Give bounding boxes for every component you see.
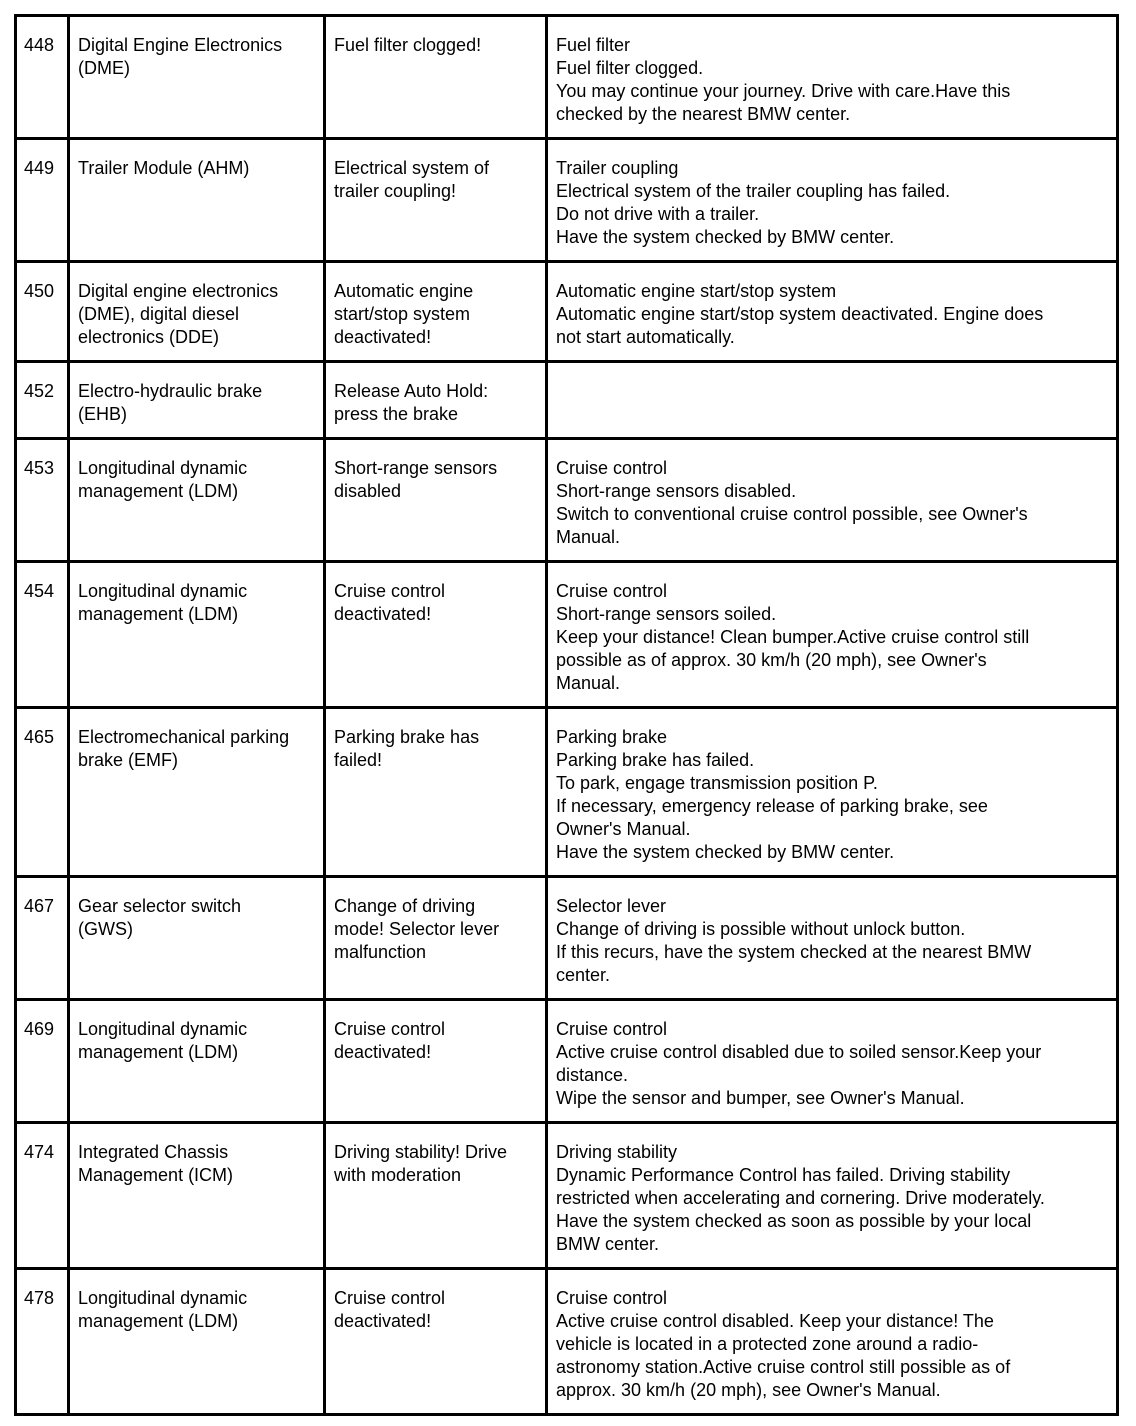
control-module-line: Gear selector switch <box>78 896 242 916</box>
display-message-line: Fuel filter clogged! <box>334 35 482 55</box>
message-details-line: Parking brake has failed. <box>556 750 755 770</box>
message-details-line: Have the system checked as soon as possible by your local <box>556 1211 1032 1231</box>
control-module-line: (EHB) <box>78 404 127 424</box>
message-details-line: BMW center. <box>556 1234 660 1254</box>
message-details-line: vehicle is located in a protected zone around a radio- <box>556 1334 979 1354</box>
message-number-cell <box>16 877 69 1000</box>
display-message-line: deactivated! <box>334 1042 432 1062</box>
display-message-cell <box>325 877 547 1000</box>
table-row <box>16 1000 1118 1123</box>
message-details-line: Cruise control <box>556 1288 668 1308</box>
control-module-line: (DME), digital diesel <box>78 304 240 324</box>
display-message-line: Cruise control <box>334 1288 446 1308</box>
display-message-line: Change of driving <box>334 896 476 916</box>
control-module-cell <box>69 139 325 262</box>
table-row <box>16 1123 1118 1269</box>
message-details-line: Cruise control <box>556 1019 668 1039</box>
message-details-cell <box>547 16 1118 139</box>
control-module-line: Digital Engine Electronics <box>78 35 283 55</box>
message-number: 465 <box>24 727 55 747</box>
control-module-cell <box>69 877 325 1000</box>
control-module-line: management (LDM) <box>78 1311 239 1331</box>
message-details-line: center. <box>556 965 611 985</box>
message-number: 467 <box>24 896 55 916</box>
display-message-cell <box>325 439 547 562</box>
display-message-line: with moderation <box>334 1165 462 1185</box>
message-number-cell <box>16 439 69 562</box>
table-row <box>16 16 1118 139</box>
display-message-line: malfunction <box>334 942 427 962</box>
display-message-line: deactivated! <box>334 1311 432 1331</box>
table-row <box>16 562 1118 708</box>
control-module-cell <box>69 262 325 362</box>
display-message-line: Cruise control <box>334 581 446 601</box>
message-details-line: If necessary, emergency release of parking brake, see <box>556 796 988 816</box>
control-module-cell <box>69 362 325 439</box>
message-details-line: Change of driving is possible without unlock button. <box>556 919 966 939</box>
display-message-line: press the brake <box>334 404 459 424</box>
display-message-cell <box>325 1000 547 1123</box>
message-details-line: Driving stability <box>556 1142 678 1162</box>
display-message-cell <box>325 362 547 439</box>
table-row <box>16 139 1118 262</box>
display-message-line: start/stop system <box>334 304 471 324</box>
message-details-cell <box>547 1123 1118 1269</box>
control-module-line: Electromechanical parking <box>78 727 290 747</box>
control-module-line: Trailer Module (AHM) <box>78 158 250 178</box>
display-message-line: mode! Selector lever <box>334 919 500 939</box>
message-details-cell <box>547 562 1118 708</box>
message-details-line: Manual. <box>556 673 621 693</box>
control-module-line: Electro-hydraulic brake <box>78 381 263 401</box>
message-number: 448 <box>24 35 55 55</box>
message-details-line: distance. <box>556 1065 629 1085</box>
message-details-cell <box>547 439 1118 562</box>
display-message-cell <box>325 262 547 362</box>
message-details-line: restricted when accelerating and cornering. Drive moderately. <box>556 1188 1045 1208</box>
display-message-line: Electrical system of <box>334 158 490 178</box>
control-module-line: management (LDM) <box>78 1042 239 1062</box>
message-number: 469 <box>24 1019 55 1039</box>
message-details-line: Dynamic Performance Control has failed. Driving stability <box>556 1165 1011 1185</box>
message-number-cell <box>16 1269 69 1415</box>
message-number-cell <box>16 1000 69 1123</box>
message-number: 452 <box>24 381 55 401</box>
control-module-cell <box>69 1123 325 1269</box>
message-details-line: Short-range sensors soiled. <box>556 604 777 624</box>
table-row <box>16 439 1118 562</box>
display-message-cell <box>325 708 547 877</box>
message-details-line: Cruise control <box>556 581 668 601</box>
message-details-line: Switch to conventional cruise control possible, see Owner's <box>556 504 1028 524</box>
display-message-line: deactivated! <box>334 327 432 347</box>
control-module-line: (GWS) <box>78 919 133 939</box>
message-details-line: Do not drive with a trailer. <box>556 204 760 224</box>
display-message-cell <box>325 1123 547 1269</box>
display-message-line: Parking brake has <box>334 727 480 747</box>
control-module-line: Longitudinal dynamic <box>78 1019 248 1039</box>
control-module-line: management (LDM) <box>78 481 239 501</box>
message-details-line: Have the system checked by BMW center. <box>556 227 895 247</box>
display-message-line: Driving stability! Drive <box>334 1142 508 1162</box>
display-message-line: disabled <box>334 481 402 501</box>
control-module-cell <box>69 562 325 708</box>
message-details-line: Active cruise control disabled. Keep your distance! The <box>556 1311 994 1331</box>
message-number-cell <box>16 1123 69 1269</box>
message-details-line: If this recurs, have the system checked at the nearest BMW <box>556 942 1032 962</box>
message-details-line: checked by the nearest BMW center. <box>556 104 851 124</box>
message-details-line: Wipe the sensor and bumper, see Owner's Manual. <box>556 1088 965 1108</box>
control-module-line: Management (ICM) <box>78 1165 234 1185</box>
display-message-line: failed! <box>334 750 383 770</box>
control-module-line: brake (EMF) <box>78 750 179 770</box>
message-details-line: Have the system checked by BMW center. <box>556 842 895 862</box>
message-number-cell <box>16 708 69 877</box>
message-details-line: Keep your distance! Clean bumper.Active cruise control still <box>556 627 1030 647</box>
message-details-line: Short-range sensors disabled. <box>556 481 797 501</box>
display-message-line: Automatic engine <box>334 281 474 301</box>
control-module-line: Longitudinal dynamic <box>78 581 248 601</box>
message-details-line: Active cruise control disabled due to soiled sensor.Keep your <box>556 1042 1042 1062</box>
message-details-line: You may continue your journey. Drive with care.Have this <box>556 81 1011 101</box>
table-row <box>16 877 1118 1000</box>
display-message-cell <box>325 562 547 708</box>
table-row <box>16 1269 1118 1415</box>
message-details-line: Cruise control <box>556 458 668 478</box>
display-message-line: Cruise control <box>334 1019 446 1039</box>
message-details-line: Electrical system of the trailer coupling has failed. <box>556 181 951 201</box>
message-details-line: Owner's Manual. <box>556 819 691 839</box>
display-message-cell <box>325 139 547 262</box>
message-details-line: Selector lever <box>556 896 667 916</box>
table-row <box>16 362 1118 439</box>
control-module-line: Integrated Chassis <box>78 1142 229 1162</box>
message-number-cell <box>16 362 69 439</box>
display-message-line: Release Auto Hold: <box>334 381 489 401</box>
message-number: 454 <box>24 581 55 601</box>
control-module-line: Digital engine electronics <box>78 281 279 301</box>
message-details-line: Manual. <box>556 527 621 547</box>
message-table <box>14 14 1119 1416</box>
table-row <box>16 708 1118 877</box>
table-row <box>16 262 1118 362</box>
message-details-line: Fuel filter <box>556 35 631 55</box>
control-module-cell <box>69 708 325 877</box>
control-module-cell <box>69 16 325 139</box>
control-module-cell <box>69 1269 325 1415</box>
message-details-cell <box>547 262 1118 362</box>
control-module-line: management (LDM) <box>78 604 239 624</box>
message-number: 453 <box>24 458 55 478</box>
message-details-line: Fuel filter clogged. <box>556 58 704 78</box>
message-details-cell <box>547 1000 1118 1123</box>
control-module-line: Longitudinal dynamic <box>78 458 248 478</box>
control-module-line: (DME) <box>78 58 130 78</box>
message-number-cell <box>16 562 69 708</box>
message-number: 474 <box>24 1142 55 1162</box>
message-details-line: not start automatically. <box>556 327 735 347</box>
message-details-line: possible as of approx. 30 km/h (20 mph), see Owner's <box>556 650 987 670</box>
message-number: 449 <box>24 158 55 178</box>
control-module-line: electronics (DDE) <box>78 327 220 347</box>
display-message-line: Short-range sensors <box>334 458 498 478</box>
control-module-line: Longitudinal dynamic <box>78 1288 248 1308</box>
message-details-cell <box>547 877 1118 1000</box>
message-details-line: Parking brake <box>556 727 668 747</box>
display-message-cell <box>325 1269 547 1415</box>
display-message-line: deactivated! <box>334 604 432 624</box>
table-body <box>16 16 1118 1415</box>
message-details-line: Trailer coupling <box>556 158 679 178</box>
message-number: 450 <box>24 281 55 301</box>
message-details-cell <box>547 708 1118 877</box>
message-details-cell <box>547 1269 1118 1415</box>
display-message-line: trailer coupling! <box>334 181 457 201</box>
message-details-line: Automatic engine start/stop system deactivated. Engine does <box>556 304 1044 324</box>
message-details-cell <box>547 362 1118 439</box>
message-details-line: To park, engage transmission position P. <box>556 773 878 793</box>
message-details-line: astronomy station.Active cruise control still possible as of <box>556 1357 1011 1377</box>
message-number-cell <box>16 139 69 262</box>
message-details-line: approx. 30 km/h (20 mph), see Owner's Manual. <box>556 1380 941 1400</box>
message-details-line: Automatic engine start/stop system <box>556 281 837 301</box>
message-number-cell <box>16 16 69 139</box>
display-message-cell <box>325 16 547 139</box>
control-module-cell <box>69 1000 325 1123</box>
message-details-cell <box>547 139 1118 262</box>
control-module-cell <box>69 439 325 562</box>
message-number-cell <box>16 262 69 362</box>
check-control-message-table <box>14 14 1116 1416</box>
message-number: 478 <box>24 1288 55 1308</box>
